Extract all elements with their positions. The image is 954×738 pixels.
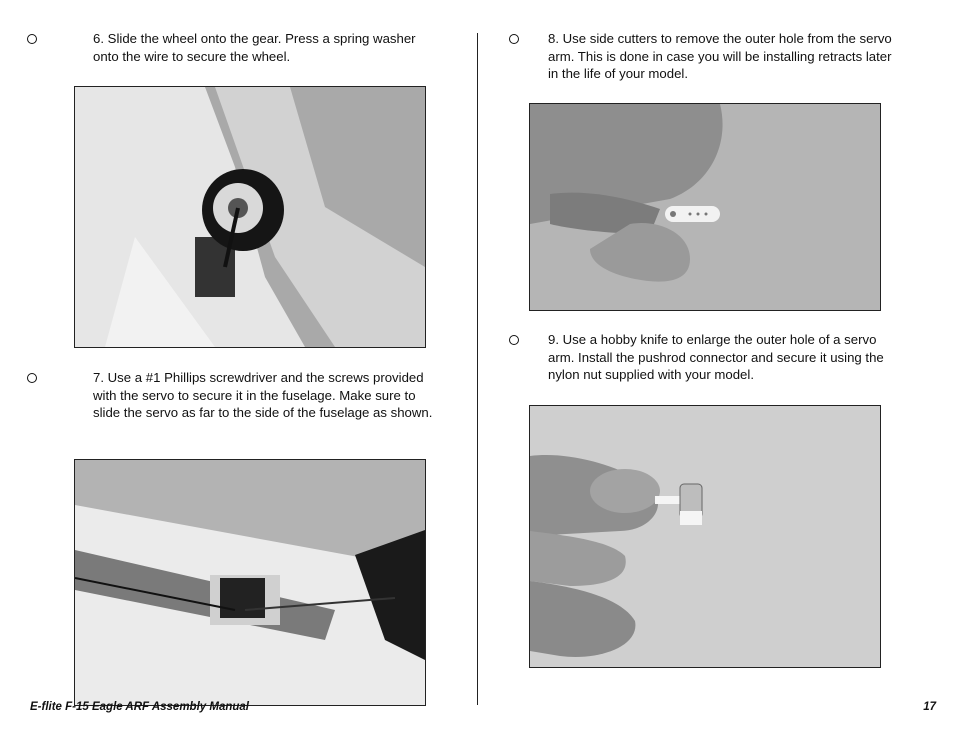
step-8-photo (529, 103, 881, 311)
step-6-photo (74, 86, 426, 348)
step-7-checkbox[interactable] (27, 373, 37, 383)
step-7-photo (74, 459, 426, 706)
step-8-checkbox[interactable] (509, 34, 519, 44)
footer-manual-title: E-flite F-15 Eagle ARF Assembly Manual (30, 701, 249, 713)
column-divider (477, 33, 478, 705)
footer-page-number: 17 (923, 701, 936, 713)
step-6-checkbox[interactable] (27, 34, 37, 44)
step-7-text: 7. Use a #1 Phillips screwdriver and the screws provided with the servo to secure it in the fuselage. Make sure to slide the servo as far to the side of the fuselage as shown. (93, 370, 433, 420)
step-9-checkbox[interactable] (509, 335, 519, 345)
step-6-text: 6. Slide the wheel onto the gear. Press a spring washer onto the wire to secure the wheel. (93, 31, 416, 64)
step-9-text: 9. Use a hobby knife to enlarge the outer hole of a servo arm. Install the pushrod connector and secure it using the nylon nut supplied with your model. (548, 332, 884, 382)
step-8-text: 8. Use side cutters to remove the outer hole from the servo arm. This is done in case you will be installing retracts later in the life of your model. (548, 31, 892, 81)
step-9-photo (529, 405, 881, 668)
